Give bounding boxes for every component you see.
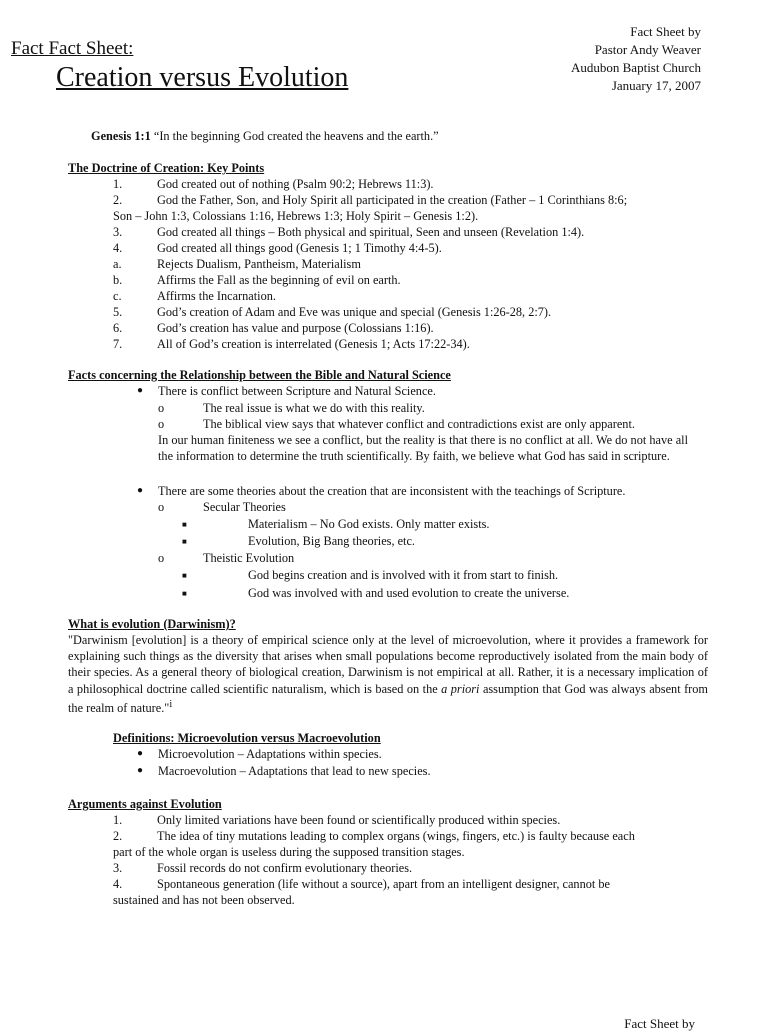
sub-bullet-icon: o [158, 551, 165, 565]
byline-line: Fact Sheet by [630, 24, 701, 39]
item-number: 7. [113, 337, 123, 351]
sub-bullet-text: Secular Theories [203, 500, 286, 514]
list-item [0, 320, 768, 336]
sub-bullet-text: Theistic Evolution [203, 551, 295, 565]
list-item [0, 192, 768, 208]
square-bullet-icon: ■ [182, 589, 187, 598]
item-number: 1. [113, 177, 123, 191]
bullet-text: There are some theories about the creation that are inconsistent with the teachings of Scripture. [158, 484, 626, 498]
section-heading-arguments: Arguments against Evolution [68, 797, 222, 811]
item-number: 5. [113, 305, 123, 319]
item-text: The idea of tiny mutations leading to complex organs (wings, fingers, etc.) is faulty because each [157, 829, 635, 843]
section-heading-darwinism: What is evolution (Darwinism)? [68, 617, 236, 631]
item-text: Only limited variations have been found or scientifically produced within species. [157, 813, 561, 827]
sub-sub-bullet-text: God was involved with and used evolution to create the universe. [248, 586, 570, 600]
document-subtitle: Fact Fact Sheet: [11, 38, 134, 59]
sub-bullet-icon: o [158, 500, 165, 514]
next-page-header: Fact Sheet by [624, 1016, 695, 1031]
byline-line: Audubon Baptist Church [571, 60, 701, 75]
bullet-dot-icon: ● [137, 485, 144, 496]
sub-bullet-text: The real issue is what we do with this reality. [203, 401, 425, 415]
item-text: Spontaneous generation (life without a source), apart from an intelligent designer, cannot be [157, 877, 610, 891]
item-text: Rejects Dualism, Pantheism, Materialism [157, 257, 361, 271]
genesis-verse [91, 128, 439, 144]
list-item [0, 304, 768, 320]
item-number: 2. [113, 193, 123, 207]
bullet-dot-icon: ● [137, 748, 144, 759]
verse-quote: “In the beginning God created the heavens and the earth.” [150, 129, 439, 143]
item-text: God’s creation has value and purpose (Colossians 1:16). [157, 321, 434, 335]
list-item [0, 176, 768, 192]
bullet-text: Microevolution – Adaptations within species. [158, 747, 382, 761]
item-text: God’s creation of Adam and Eve was unique and special (Genesis 1:26-28, 2:7). [157, 305, 552, 319]
item-number: b. [113, 273, 123, 287]
list-item [0, 288, 768, 304]
footnote-marker: i [169, 698, 173, 710]
bullet-dot-icon: ● [137, 385, 144, 396]
bullet-text: There is conflict between Scripture and Natural Science. [158, 384, 436, 398]
item-number: 4. [113, 877, 123, 891]
item-number: 4. [113, 241, 123, 255]
list-item [0, 272, 768, 288]
square-bullet-icon: ■ [182, 520, 187, 529]
item-number: c. [113, 289, 122, 303]
item-text-continuation: sustained and has not been observed. [113, 893, 295, 907]
item-text-continuation: part of the whole organ is useless during the supposed transition stages. [113, 845, 465, 859]
item-text: Fossil records do not confirm evolutionary theories. [157, 861, 413, 875]
list-item [0, 224, 768, 240]
bullet-text: Macroevolution – Adaptations that lead to new species. [158, 764, 431, 778]
item-text: All of God’s creation is interrelated (Genesis 1; Acts 17:22-34). [157, 337, 470, 351]
item-number: 3. [113, 861, 123, 875]
sub-sub-bullet-text: Evolution, Big Bang theories, etc. [248, 534, 416, 548]
darwinism-quote [68, 632, 708, 716]
square-bullet-icon: ■ [182, 537, 187, 546]
sub-sub-bullet-text: Materialism – No God exists. Only matter exists. [248, 517, 490, 531]
list-item [0, 256, 768, 272]
item-text: Affirms the Incarnation. [157, 289, 276, 303]
sub-bullet-icon: o [158, 401, 165, 415]
section-heading-definitions: Definitions: Microevolution versus Macroevolution [113, 731, 381, 745]
bullet-dot-icon: ● [137, 765, 144, 776]
sub-bullet-continuation: In our human finiteness we see a conflict, but the reality is that there is no conflict at all. We do not have all the information to determine the truth scientifically. By faith, we believe what God has said in scripture. [158, 433, 688, 464]
item-number: a. [113, 257, 122, 271]
list-item [0, 208, 768, 224]
list-item [0, 336, 768, 352]
sub-bullet-icon: o [158, 417, 165, 431]
section-heading-doctrine: The Doctrine of Creation: Key Points [68, 161, 265, 175]
quote-text: assumption that God was always absent from the realm of nature." [68, 681, 708, 715]
quote-text: "Darwinism [evolution] is a theory of empirical science only at the level of microevolution, where it provides a framework for explaining such things as the diversity that arises when small populations become reproductively isolated from the main body of their species. As a general theory of biological creation, Darwinism is not empirical at all. Rather, it is a necessary implication of a philosophical doctrine called scientific naturalism, which is based on the [68, 633, 708, 696]
item-text: God created all things good (Genesis 1; 1 Timothy 4:4-5). [157, 241, 442, 255]
byline-line: January 17, 2007 [611, 78, 701, 93]
item-text: Affirms the Fall as the beginning of evil on earth. [157, 273, 401, 287]
item-number: 1. [113, 813, 123, 827]
item-text: God the Father, Son, and Holy Spirit all participated in the creation (Father – 1 Corinthians 8:6; [157, 193, 628, 207]
item-number: 3. [113, 225, 123, 239]
item-text: God created out of nothing (Psalm 90:2; Hebrews 11:3). [157, 177, 434, 191]
byline-line: Pastor Andy Weaver [594, 42, 701, 57]
byline [571, 23, 701, 95]
item-text: Son – John 1:3, Colossians 1:16, Hebrews 1:3; Holy Spirit – Genesis 1:2). [113, 209, 479, 223]
quote-italic: a priori [441, 681, 480, 696]
verse-reference: Genesis 1:1 [91, 129, 151, 143]
list-item [0, 240, 768, 256]
sub-sub-bullet-text: God begins creation and is involved with it from start to finish. [248, 568, 559, 582]
document-title: Creation versus Evolution [56, 62, 349, 93]
item-text: God created all things – Both physical and spiritual, Seen and unseen (Revelation 1:4). [157, 225, 585, 239]
section-heading-facts: Facts concerning the Relationship between the Bible and Natural Science [68, 368, 451, 382]
square-bullet-icon: ■ [182, 571, 187, 580]
sub-bullet-text: The biblical view says that whatever conflict and contradictions exist are only apparent. [203, 417, 635, 431]
item-number: 6. [113, 321, 123, 335]
item-number: 2. [113, 829, 123, 843]
